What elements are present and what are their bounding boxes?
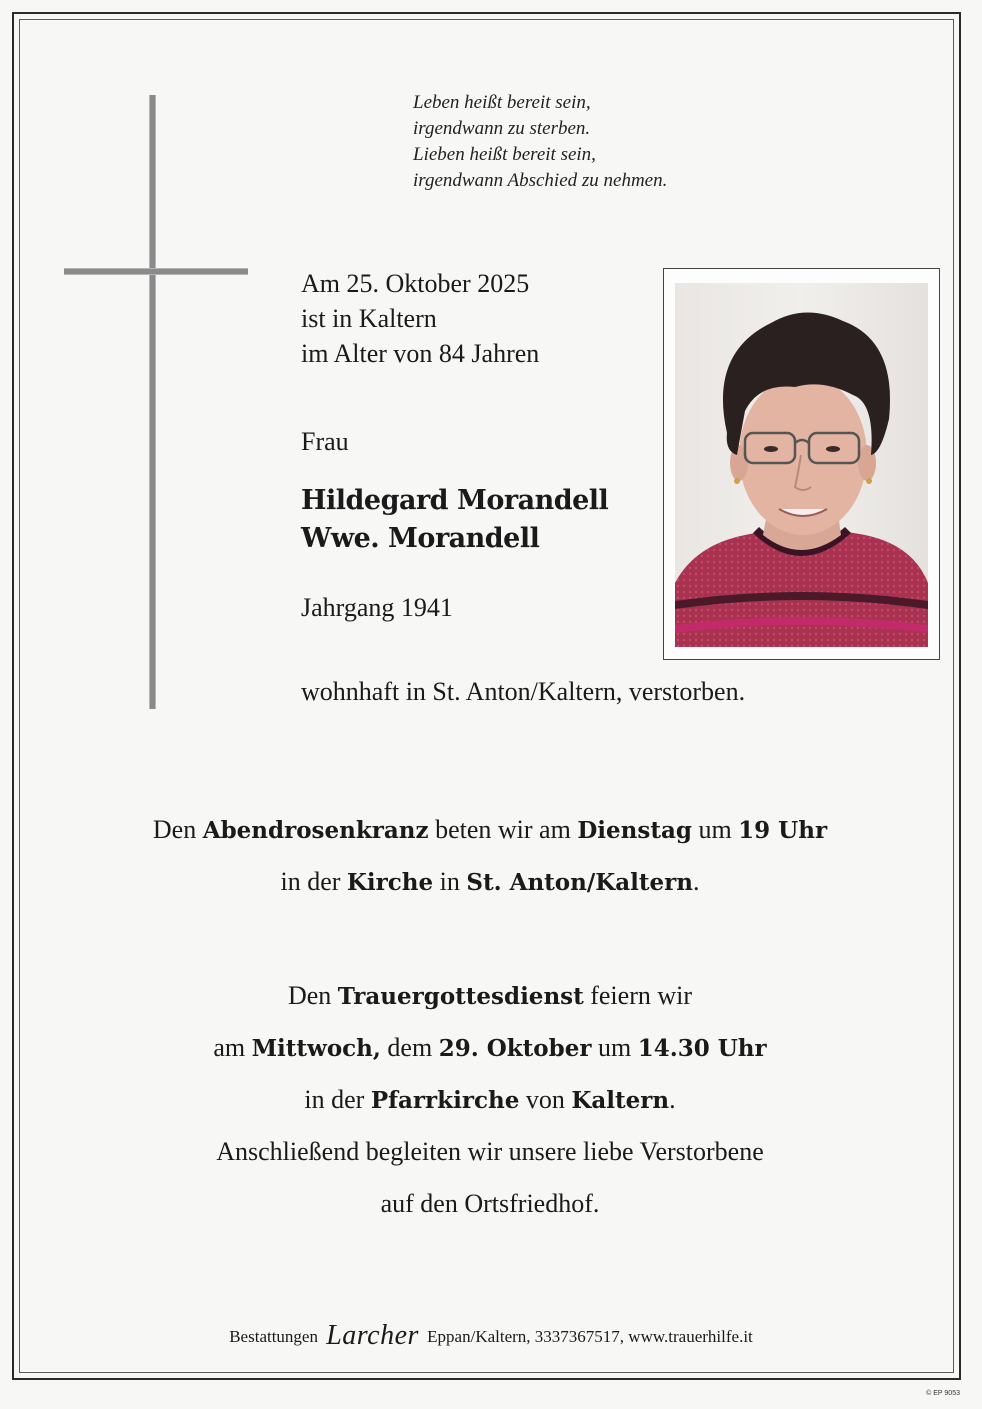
name-line-1: Hildegard Morandell (301, 485, 609, 516)
text-segment: . (669, 1085, 676, 1114)
quote-line: irgendwann zu sterben. (413, 118, 591, 139)
funeral-line-1 (40, 970, 940, 1022)
funeral-info (40, 970, 940, 1230)
funeral-home-logo: Larcher (326, 1320, 419, 1351)
text-segment: Den (287, 981, 338, 1010)
quote-line: Lieben heißt bereit sein, (413, 144, 596, 165)
text-segment: dem (380, 1033, 439, 1062)
cross-icon-bar (64, 268, 248, 275)
rosary-time: 19 Uhr (738, 817, 828, 844)
text-segment: in (433, 867, 467, 896)
funeral-time: 14.30 Uhr (637, 1035, 767, 1062)
portrait-illustration (675, 283, 928, 647)
funeral-line-4: Anschließend begleiten wir unsere liebe Verstorbene (216, 1137, 764, 1166)
salutation: Frau (301, 427, 349, 456)
text-segment: . (693, 867, 700, 896)
text-segment: in der (304, 1085, 371, 1114)
death-announcement (301, 266, 641, 371)
text-segment: Den (152, 815, 203, 844)
funeral-line-2 (40, 1022, 940, 1074)
rosary-label: Abendrosenkranz (202, 817, 429, 844)
footer (0, 1320, 982, 1352)
residence: wohnhaft in St. Anton/Kaltern, verstorben. (301, 677, 746, 706)
funeral-day: Mittwoch, (251, 1035, 381, 1062)
rosary-place: St. Anton/Kaltern (466, 869, 693, 896)
funeral-line-5: auf den Ortsfriedhof. (380, 1189, 600, 1218)
deceased-name (301, 482, 608, 558)
footer-prefix: Bestattungen (229, 1327, 318, 1346)
funeral-label: Trauergottesdienst (337, 983, 584, 1010)
intro-line: im Alter von 84 Jahren (301, 339, 540, 368)
text-segment: um (691, 815, 739, 844)
print-code: © EP 9053 (926, 1390, 960, 1397)
rosary-info (40, 804, 940, 908)
rosary-line-1 (40, 804, 940, 856)
text-segment: um (591, 1033, 638, 1062)
text-segment: in der (280, 867, 347, 896)
intro-line: Am 25. Oktober 2025 (301, 269, 530, 298)
name-line-2: Wwe. Morandell (301, 523, 540, 554)
quote-line: irgendwann Abschied zu nehmen. (413, 170, 668, 191)
portrait-frame (663, 268, 940, 660)
quote (413, 90, 833, 194)
footer-contact: Eppan/Kaltern, 3337367517, www.trauerhilfe.it (427, 1327, 753, 1346)
funeral-line-3 (40, 1074, 940, 1126)
text-segment: von (519, 1085, 572, 1114)
funeral-place: Kaltern (571, 1087, 670, 1114)
cross-icon (149, 95, 156, 709)
intro-line: ist in Kaltern (301, 304, 437, 333)
rosary-day: Dienstag (577, 817, 692, 844)
rosary-line-2 (40, 856, 940, 908)
funeral-date: 29. Oktober (438, 1035, 592, 1062)
birth-year: Jahrgang 1941 (301, 593, 453, 622)
text-segment: am (213, 1033, 252, 1062)
rosary-venue: Kirche (346, 869, 434, 896)
text-segment: feiern wir (583, 981, 693, 1010)
funeral-venue: Pfarrkirche (370, 1087, 520, 1114)
quote-line: Leben heißt bereit sein, (413, 92, 591, 113)
text-segment: beten wir am (428, 815, 578, 844)
portrait-photo (675, 283, 928, 647)
